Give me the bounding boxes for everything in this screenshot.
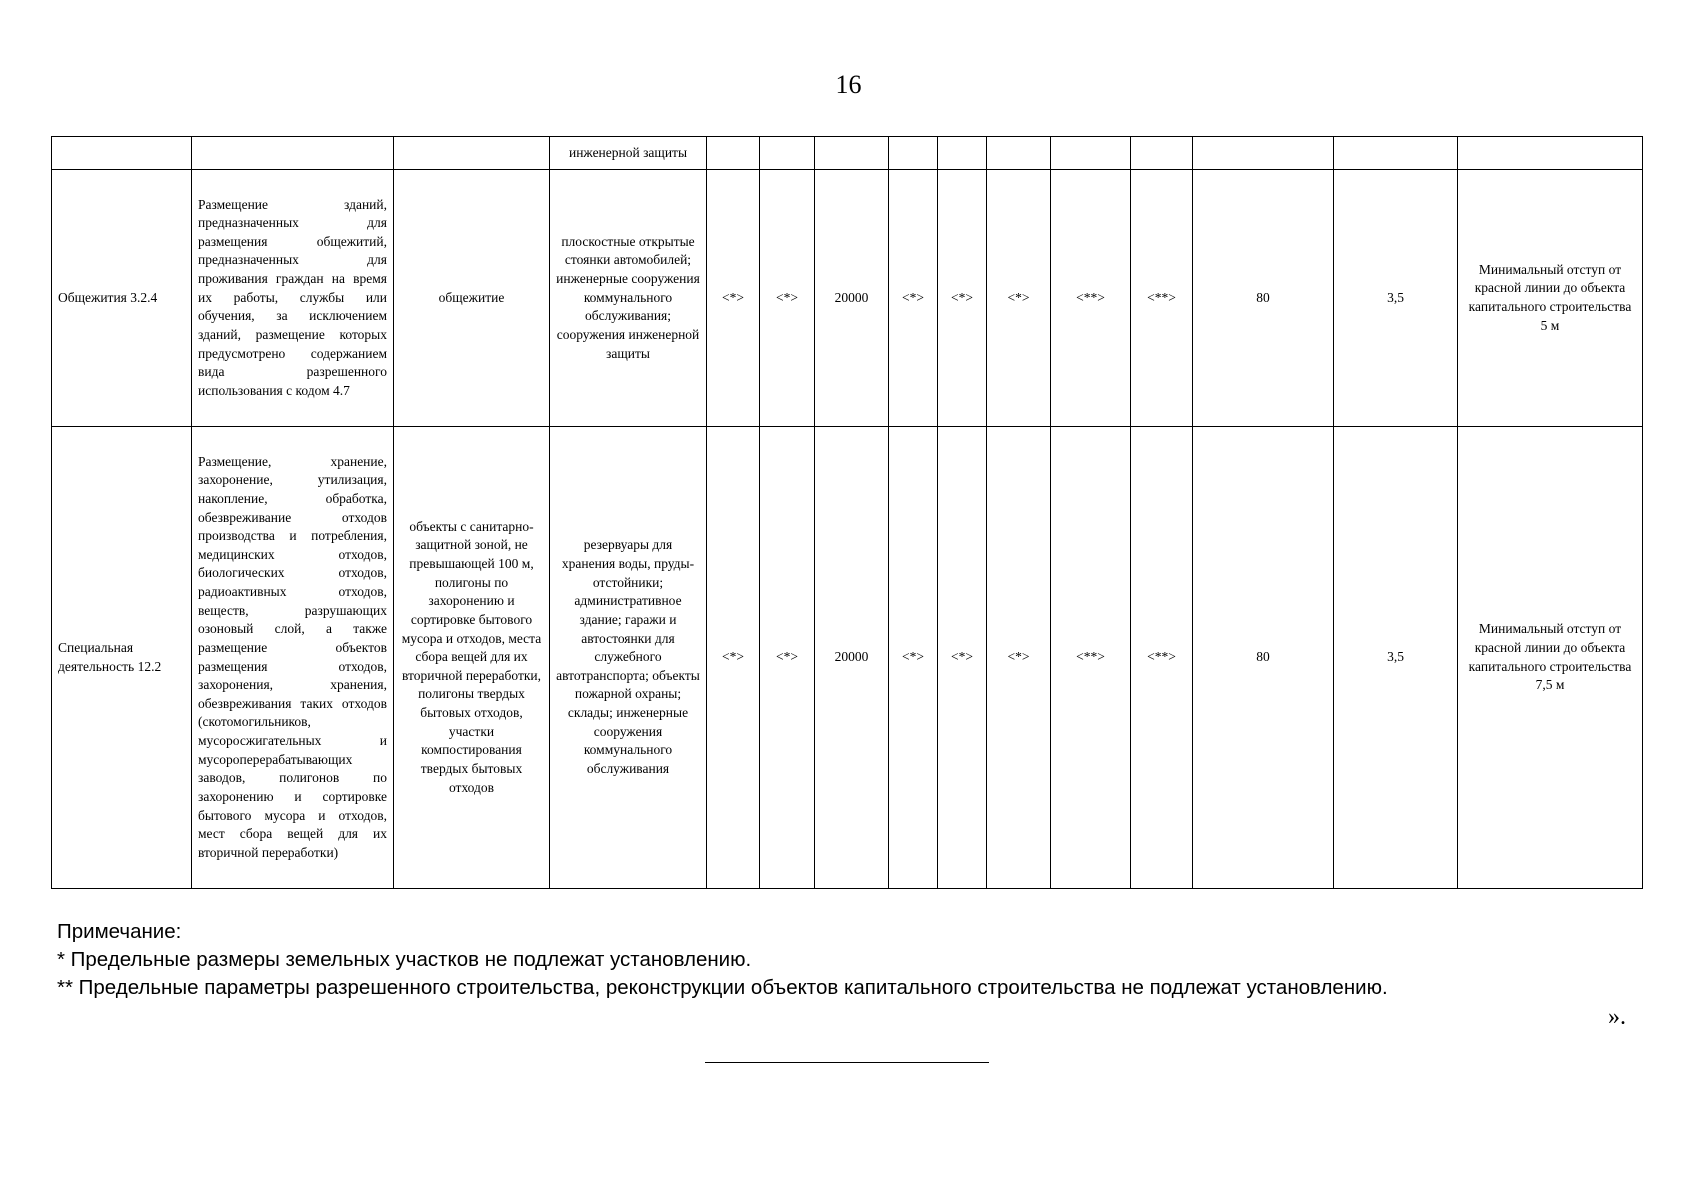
cell-param-4: <*> — [889, 170, 938, 427]
cell-empty — [707, 137, 760, 170]
cell-param-3: 20000 — [815, 170, 889, 427]
cell-param-9: 80 — [1193, 170, 1334, 427]
cell-param-3: 20000 — [815, 427, 889, 889]
cell-use-description: Размещение, хранение, захоронение, утилизация, накопление, обработка, обезвреживание отходов производства и потребления, медицинских отходов, биологических отходов, радиоактивных отходов, веществ, разрушающих озоновый слой, а также размещение объектов размещения отходов, захоронения, хранения, обезвреживания таких отходов (скотомогильников, мусоросжигательных и мусороперерабатывающих заводов, полигонов по захоронению и сортировке бытового мусора и отходов, мест сбора вещей для их вторичной переработки) — [192, 427, 394, 889]
cell-auxiliary-use: резервуары для хранения воды, пруды-отстойники; административное здание; гаражи и автостоянки для служебного автотранспорта; объекты пожарной охраны; склады; инженерные сооружения коммунального обслуживания — [550, 427, 707, 889]
cell-empty — [1193, 137, 1334, 170]
cell-empty — [1458, 137, 1643, 170]
cell-empty — [987, 137, 1051, 170]
cell-auxiliary-continuation: инженерной защиты — [550, 137, 707, 170]
footnote-2: ** Предельные параметры разрешенного строительства, реконструкции объектов капитального строительства не подлежат установлению. — [57, 976, 1388, 999]
closing-quote: ». — [1608, 1004, 1626, 1030]
cell-param-10: 3,5 — [1334, 170, 1458, 427]
page-number: 16 — [835, 70, 862, 99]
cell-auxiliary-use: плоскостные открытые стоянки автомобилей; инженерные сооружения коммунального обслуживания; сооружения инженерной защиты — [550, 170, 707, 427]
cell-param-6: <*> — [987, 427, 1051, 889]
cell-use-name: Общежития 3.2.4 — [52, 170, 192, 427]
cell-param-7: <**> — [1051, 427, 1131, 889]
cell-empty — [1051, 137, 1131, 170]
cell-param-2: <*> — [760, 427, 815, 889]
cell-empty — [938, 137, 987, 170]
footnotes — [57, 918, 1388, 1002]
cell-param-2: <*> — [760, 170, 815, 427]
cell-empty — [192, 137, 394, 170]
cell-param-9: 80 — [1193, 427, 1334, 889]
cell-param-7: <**> — [1051, 170, 1131, 427]
cell-param-6: <*> — [987, 170, 1051, 427]
cell-param-4: <*> — [889, 427, 938, 889]
cell-empty — [1334, 137, 1458, 170]
cell-use-name: Специальная деятельность 12.2 — [52, 427, 192, 889]
cell-param-8: <**> — [1131, 170, 1193, 427]
end-rule — [705, 1062, 989, 1063]
land-use-table — [51, 136, 1643, 889]
cell-use-description: Размещение зданий, предназначенных для размещения общежитий, предназначенных для проживания граждан на время их работы, службы или обучения, за исключением зданий, размещение которых предусмотрено содержанием вида разрешенного использования с кодом 4.7 — [192, 170, 394, 427]
footnotes-heading: Примечание: — [57, 920, 182, 943]
cell-param-5: <*> — [938, 170, 987, 427]
cell-param-1: <*> — [707, 170, 760, 427]
cell-empty — [815, 137, 889, 170]
cell-note: Минимальный отступ от красной линии до объекта капитального строительства 7,5 м — [1458, 427, 1643, 889]
cell-empty — [889, 137, 938, 170]
cell-param-1: <*> — [707, 427, 760, 889]
table-row-special-activity — [52, 427, 1643, 889]
cell-main-use: объекты с санитарно-защитной зоной, не превышающей 100 м, полигоны по захоронению и сортировке бытового мусора и отходов, места сбора вещей для их вторичной переработки, полигоны твердых бытовых отходов, участки компостирования твердых бытовых отходов — [394, 427, 550, 889]
cell-param-8: <**> — [1131, 427, 1193, 889]
cell-empty — [394, 137, 550, 170]
cell-empty — [1131, 137, 1193, 170]
table-row-continuation — [52, 137, 1643, 170]
footnote-1: * Предельные размеры земельных участков не подлежат установлению. — [57, 948, 752, 971]
table-row-dormitories — [52, 170, 1643, 427]
cell-param-10: 3,5 — [1334, 427, 1458, 889]
cell-note: Минимальный отступ от красной линии до объекта капитального строительства 5 м — [1458, 170, 1643, 427]
cell-empty — [52, 137, 192, 170]
cell-main-use: общежитие — [394, 170, 550, 427]
cell-param-5: <*> — [938, 427, 987, 889]
cell-empty — [760, 137, 815, 170]
